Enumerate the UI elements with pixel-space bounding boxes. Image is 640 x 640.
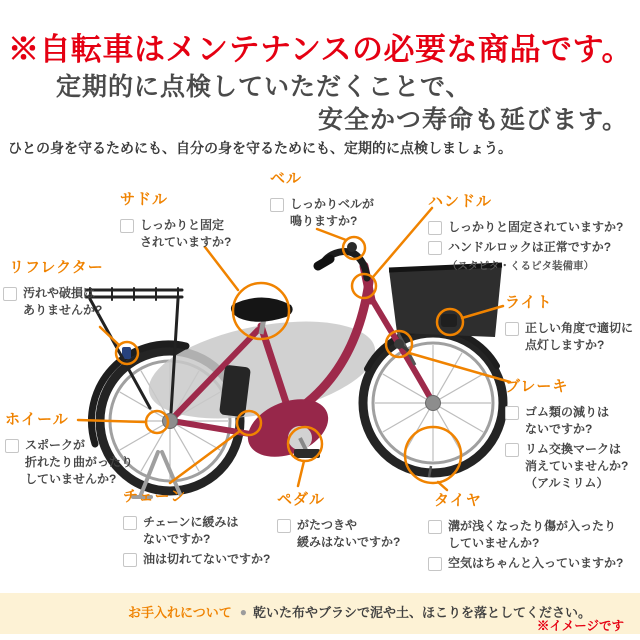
checklist-line: 溝が浅くなったり傷が入ったり bbox=[448, 519, 617, 533]
page-title: ※自転車はメンテナンスの必要な商品です。 bbox=[8, 32, 634, 67]
checkbox[interactable] bbox=[123, 553, 137, 567]
checklist-line: リム交換マークは bbox=[525, 442, 622, 456]
part-reflector bbox=[3, 256, 104, 322]
part-brake bbox=[505, 375, 628, 495]
part-saddle bbox=[120, 188, 231, 254]
checkbox[interactable] bbox=[123, 516, 137, 530]
checkbox[interactable] bbox=[5, 439, 19, 453]
front-hub bbox=[426, 396, 441, 411]
checkbox[interactable] bbox=[505, 322, 519, 336]
checklist-line: しっかりと固定されていますか? bbox=[448, 220, 624, 234]
checklist-item bbox=[123, 551, 270, 568]
part-chain bbox=[123, 485, 270, 571]
checklist-item bbox=[505, 441, 628, 492]
checklist-line: 油は切れてないですか? bbox=[143, 552, 271, 566]
checklist-line: していませんか? bbox=[25, 472, 117, 486]
checklist-item bbox=[120, 217, 231, 251]
checklist-item bbox=[505, 404, 628, 438]
checkbox[interactable] bbox=[3, 287, 17, 301]
checklist-line: チェーンに緩みは bbox=[143, 515, 239, 529]
checklist-line: 消えていませんか? bbox=[525, 459, 629, 473]
part-label-saddle: サドル bbox=[120, 191, 169, 208]
checkbox[interactable] bbox=[120, 219, 134, 233]
heading-line-2: 定期的に点検していただくことで、 bbox=[56, 73, 472, 101]
checkbox[interactable] bbox=[428, 520, 442, 534]
checklist-line: しっかりベルが bbox=[290, 197, 375, 211]
part-tire bbox=[428, 489, 623, 575]
part-light bbox=[505, 291, 633, 357]
part-label-pedal: ペダル bbox=[277, 491, 326, 508]
part-label-bell: ベル bbox=[270, 170, 303, 187]
part-label-chain: チェーン bbox=[123, 488, 187, 505]
checkbox[interactable] bbox=[428, 221, 442, 235]
checklist-item bbox=[428, 555, 623, 572]
checklist-item bbox=[428, 239, 623, 256]
subtitle: ひとの身を守るためにも、自分の身を守るためにも、定期的に点検しましょう。 bbox=[8, 140, 512, 156]
care-text: 乾いた布やブラシで泥や土、ほこりを落としてください。 bbox=[253, 605, 592, 620]
checklist-item bbox=[428, 219, 623, 236]
checklist-line: ないですか? bbox=[143, 532, 211, 546]
checklist-line: ゴム類の減りは bbox=[525, 405, 610, 419]
checklist-line: 汚れや破損は bbox=[23, 286, 96, 300]
checklist-item bbox=[3, 285, 104, 319]
care-footer-bar bbox=[0, 593, 640, 634]
checklist-line: ありませんか? bbox=[23, 303, 103, 317]
checkbox[interactable] bbox=[428, 557, 442, 571]
headlight-shape bbox=[441, 314, 457, 327]
checkbox[interactable] bbox=[505, 443, 519, 457]
part-label-handle: ハンドル bbox=[428, 193, 493, 210]
checklist-line: 正しい角度で適切に bbox=[525, 321, 634, 335]
checklist-item bbox=[123, 514, 270, 548]
bell-shape bbox=[347, 242, 357, 252]
checklist-line: ないですか? bbox=[525, 422, 593, 436]
part-label-brake: ブレーキ bbox=[505, 378, 569, 395]
checklist-line: ハンドルロックは正常ですか? bbox=[448, 240, 612, 254]
checklist-line: 緩みはないですか? bbox=[297, 535, 401, 549]
checklist-item bbox=[5, 437, 133, 488]
checkbox[interactable] bbox=[428, 241, 442, 255]
checkbox[interactable] bbox=[505, 406, 519, 420]
part-wheel bbox=[5, 408, 133, 491]
checklist-line: していませんか? bbox=[448, 536, 540, 550]
checklist-line: 点灯しますか? bbox=[525, 338, 605, 352]
checklist-line: がたつきや bbox=[297, 518, 358, 532]
checklist-line: されていますか? bbox=[140, 235, 232, 249]
image-note: ※イメージです bbox=[536, 619, 624, 633]
heading-line-3: 安全かつ寿命も延びます。 bbox=[318, 106, 629, 134]
checklist-line: しっかりと固定 bbox=[140, 218, 225, 232]
part-label-reflector: リフレクター bbox=[9, 259, 104, 276]
part-handle bbox=[428, 190, 623, 273]
care-label: お手入れについて bbox=[128, 605, 232, 620]
checklist-line: 折れたり曲がったり bbox=[25, 455, 134, 469]
part-bell bbox=[270, 167, 374, 233]
checklist-line: 鳴りますか? bbox=[290, 214, 358, 228]
checklist-item bbox=[270, 196, 374, 230]
part-pedal bbox=[277, 488, 400, 554]
part-label-light: ライト bbox=[505, 294, 553, 311]
checklist-line: スポークが bbox=[25, 438, 86, 452]
bullet-icon: ● bbox=[239, 604, 247, 619]
checklist-line: （アルミリム） bbox=[525, 476, 609, 490]
checklist-item bbox=[505, 320, 633, 354]
part-label-tire: タイヤ bbox=[434, 492, 482, 509]
checklist-item bbox=[428, 518, 623, 552]
checklist-item bbox=[277, 517, 400, 551]
part-label-wheel: ホイール bbox=[5, 411, 69, 428]
care-row bbox=[128, 602, 591, 621]
checkbox[interactable] bbox=[277, 519, 291, 533]
checklist-note: （スタピタ・くるピタ装備車） bbox=[447, 260, 594, 272]
checklist-line: 空気はちゃんと入っていますか? bbox=[448, 556, 624, 570]
checkbox[interactable] bbox=[270, 198, 284, 212]
